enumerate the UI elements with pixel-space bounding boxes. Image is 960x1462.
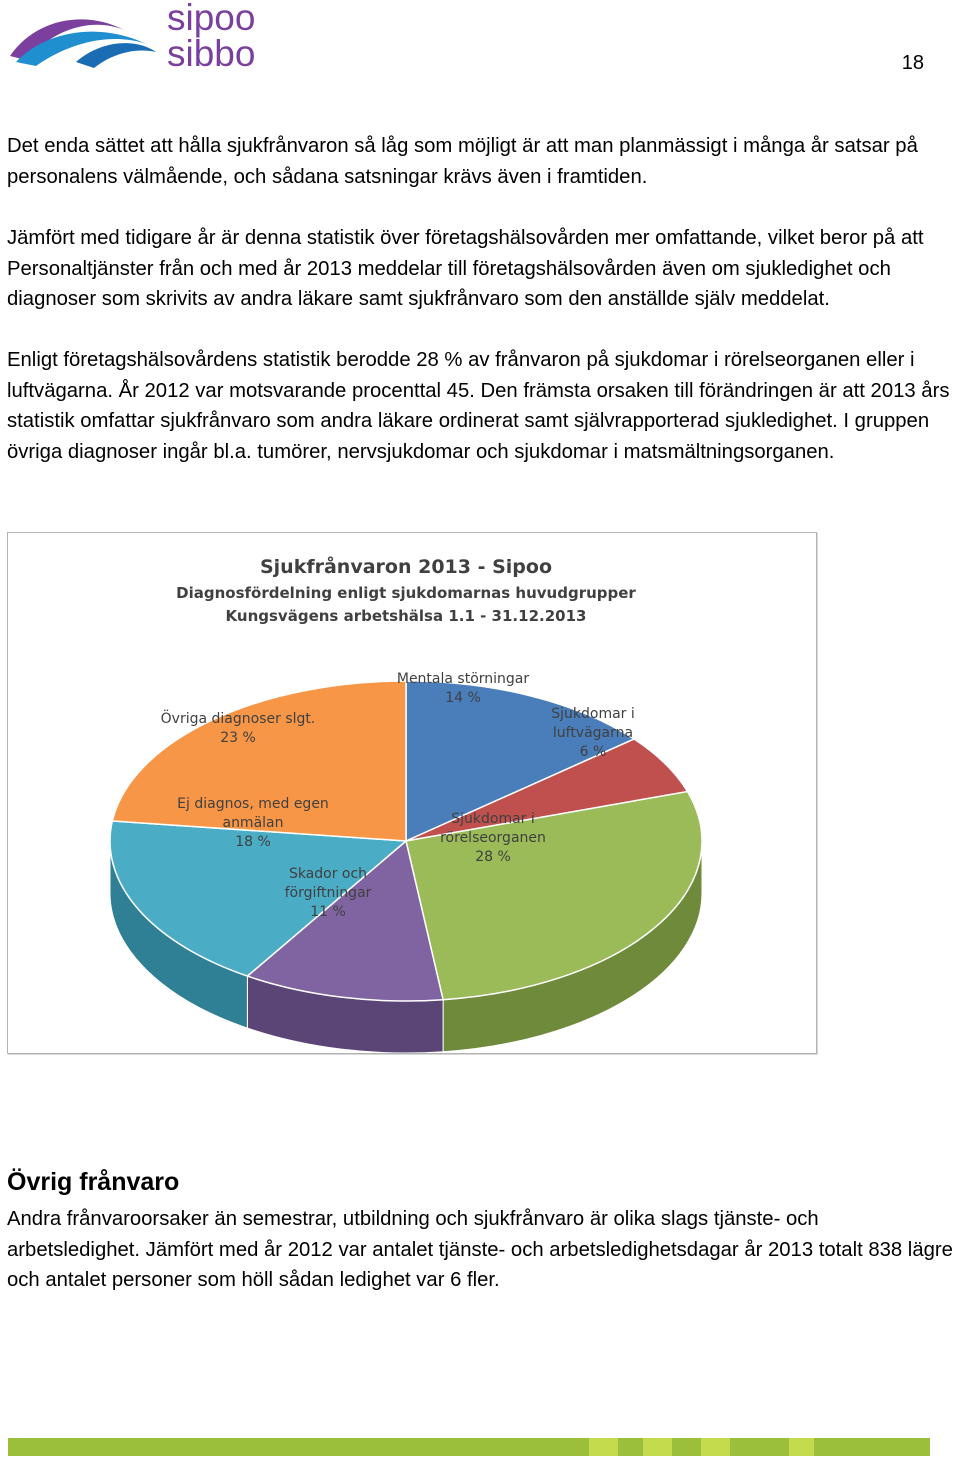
- footer-bar-segment: [701, 1438, 730, 1456]
- footer-bar-segment: [589, 1438, 618, 1456]
- logo-wave-icon: [6, 0, 166, 78]
- pie-slice-label: Mentala störningar 14 %: [396, 671, 530, 706]
- footer-bar-segment: [643, 1438, 672, 1456]
- footer-bar-segment: [789, 1438, 814, 1456]
- logo-line-sipoo: sipoo: [167, 0, 256, 38]
- pie-slice-label: Sjukdomar i rörelseorganen 28 %: [440, 811, 546, 865]
- paragraph-statistics-scope: [7, 223, 953, 315]
- section-heading: Övrig frånvaro: [7, 1168, 180, 1196]
- paragraph-intro: [7, 131, 953, 192]
- paragraph-text: Jämfört med tidigare år är denna statistik över företagshälsovården mer omfattande, vilket beror på att Personaltjänster från och med år 2013 meddelar till företagshälsovården även om sjukledighet och diagnoser som skrivits av andra läkare samt sjukfrånvaro som den anställde själv meddelat.: [7, 227, 924, 311]
- pie-slice-label: Övriga diagnoser slgt. 23 %: [160, 711, 316, 746]
- logo-text: [167, 0, 255, 72]
- paragraph-text: Enligt företagshälsovårdens statistik berodde 28 % av frånvaron på sjukdomar i rörelseorganen eller i luftvägarna. År 2012 var motsvarande procenttal 45. Den främsta orsaken till förändringen är att 2013 års statistik omfattar sjukfrånvaro som andra läkare ordinerat samt självrapporterad sjukledighet. I gruppen övriga diagnoser ingår bl.a. tumörer, nervsjukdomar och sjukdomar i matsmältningsorganen.: [7, 349, 950, 463]
- page-number: 18: [901, 52, 924, 74]
- footer-color-bar: [8, 1438, 930, 1456]
- pie-chart: [8, 533, 816, 1053]
- footer-bar-segment: [672, 1438, 701, 1456]
- footer-bar-segment: [618, 1438, 643, 1456]
- footer-bar-segment: [8, 1438, 589, 1456]
- footer-bar-segment: [814, 1438, 930, 1456]
- paragraph-text: Andra frånvaroorsaker än semestrar, utbildning och sjukfrånvaro är olika slags tjänste- och arbetsledighet. Jämfört med år 2012 var antalet tjänste- och arbetsledighetsdagar år 2013 totalt 838 lägre och antalet personer som höll sådan ledighet var 6 fler.: [7, 1208, 953, 1292]
- footer-bar-segment: [730, 1438, 788, 1456]
- chart-title: Sjukfrånvaron 2013 - Sipoo: [259, 556, 553, 578]
- chart-subtitle-period: Kungsvägens arbetshälsa 1.1 - 31.12.2013: [225, 607, 587, 625]
- chart-subtitle: Diagnosfördelning enligt sjukdomarnas huvudgrupper: [176, 584, 636, 602]
- paragraph-text: Det enda sättet att hålla sjukfrånvaron så låg som möjligt är att man planmässigt i många år satsar på personalens välmående, och sådana satsningar krävs även i framtiden.: [7, 135, 918, 188]
- pie-slice-label: Sjukdomar i luftvägarna 6 %: [551, 706, 635, 760]
- paragraph-other-absence: [7, 1204, 953, 1296]
- logo-line-sibbo: sibbo: [167, 33, 256, 74]
- pie-chart-figure: [7, 532, 817, 1054]
- paragraph-statistics-results: [7, 345, 953, 467]
- pie-slice-label: Ej diagnos, med egen anmälan 18 %: [177, 796, 329, 850]
- pie-slice-label: Skador och förgiftningar 11 %: [284, 866, 372, 920]
